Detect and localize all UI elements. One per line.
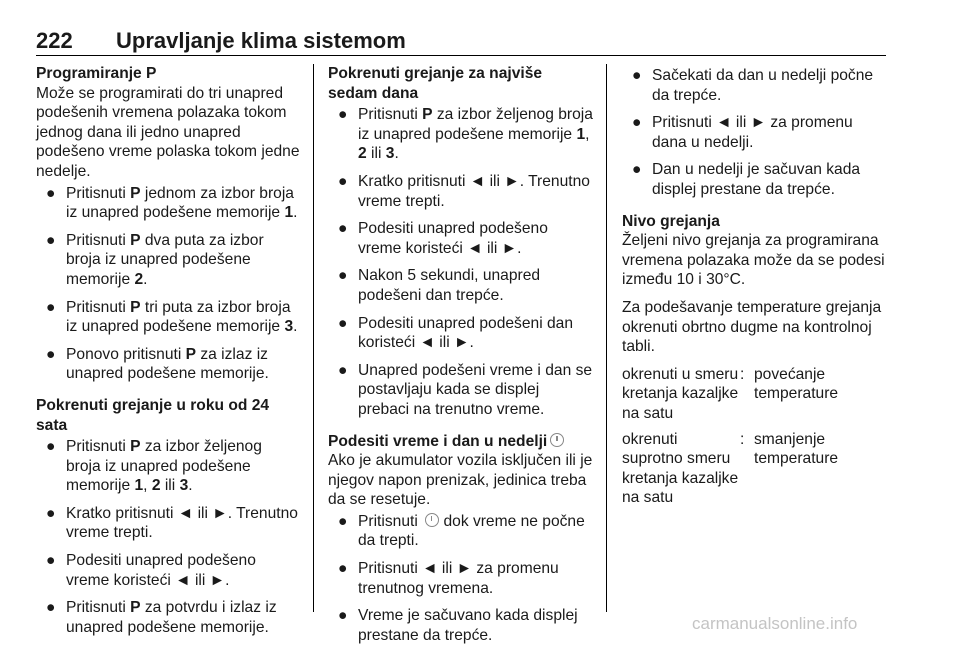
list-item: ● Sačekati da dan u nedelji počne da trepće. — [632, 67, 874, 104]
bullet-icon: ● — [338, 220, 348, 238]
clock-icon — [425, 513, 439, 527]
bullet-list-programiranje — [36, 184, 300, 384]
definition-row — [622, 365, 888, 424]
list-item: ● Ponovo pritisnuti P za izlaz iz unapred podešene memorije. — [46, 345, 269, 383]
list-item: ● Pritisnuti P za izbor željenog broja iz unapred podešene memorije 1, 2 ili 3. — [46, 438, 262, 495]
section-heading-24h: Pokrenuti grejanje u roku od 24 sata — [36, 396, 270, 434]
list-item: ● Kratko pritisnuti ◄ ili ►. Trenutno vreme trepti. — [46, 504, 298, 542]
definition-row — [622, 430, 888, 508]
reset-paragraph: Ako je akumulator vozila isključen ili je njegov napon prenizak, jedinica treba da se resetuje. — [328, 452, 593, 509]
list-item: ● Pritisnuti P dva puta za izbor broja iz unapred podešene memorije 2. — [46, 231, 264, 288]
page-number: 222 — [36, 28, 73, 53]
list-item: ● Podesiti unapred podešeno vreme koristeći ◄ ili ►. — [338, 220, 548, 257]
bullet-icon: ● — [632, 114, 642, 132]
list-item: ● Unapred podešeni vreme i dan se postavljaju kada se displej prebaci na trenutno vreme. — [338, 361, 593, 418]
section-heading-programiranje: Programiranje P — [36, 65, 157, 82]
list-item: ● Podesiti unapred podešeno vreme koristeći ◄ ili ►. — [46, 552, 256, 589]
definition-value: smanjenje temperature — [754, 430, 839, 468]
heating-level-paragraph-1: Željeni nivo grejanja za programirana vremena polazaka može da se podesi između 10 i 30°C. — [622, 232, 885, 289]
bullet-icon: ● — [338, 512, 348, 530]
list-item: ● Podesiti unapred podešeni dan koristeći ◄ ili ►. — [338, 314, 574, 352]
column-2 — [328, 64, 594, 645]
section-heading-heating-level: Nivo grejanja — [622, 212, 720, 230]
definition-value: povećanje temperature — [754, 365, 839, 403]
definition-term: okrenuti u smeru kretanja kazaljke na satu — [622, 365, 739, 422]
bullet-icon: ● — [46, 504, 56, 522]
bullet-icon: ● — [338, 267, 348, 285]
intro-paragraph: Može se programirati do tri unapred podešenih vremena polazaka tokom jednog dana ili jedno unapred podešeno vreme polaska tokom jedne nedelje. — [36, 84, 300, 180]
bullet-icon: ● — [46, 438, 56, 456]
bullet-icon: ● — [338, 172, 348, 190]
bullet-list-time — [328, 512, 594, 645]
bullet-icon: ● — [46, 345, 56, 363]
definition-colon: : — [740, 365, 745, 383]
list-item: ● Pritisnuti P za izbor željenog broja iz unapred podešene memorije 1, 2 ili 3. — [338, 106, 593, 163]
bullet-icon: ● — [338, 560, 348, 578]
clock-icon — [550, 433, 564, 447]
column-divider-2 — [606, 64, 607, 612]
list-item: ● Vreme je sačuvano kada displej prestane da trepće. — [338, 607, 578, 644]
bullet-icon: ● — [338, 607, 348, 625]
watermark: carmanualsonline.info — [692, 614, 858, 633]
page-title: Upravljanje klima sistemom — [116, 28, 406, 53]
bullet-list-24h — [36, 437, 300, 637]
bullet-icon: ● — [46, 184, 56, 202]
bullet-icon: ● — [632, 67, 642, 84]
bullet-icon: ● — [338, 106, 348, 124]
list-item: ● Nakon 5 sekundi, unapred podešeni dan trepće. — [338, 267, 541, 304]
bullet-list-7days — [328, 105, 594, 419]
bullet-icon: ● — [632, 161, 642, 179]
bullet-icon: ● — [338, 314, 348, 332]
heating-level-paragraph-2: Za podešavanje temperature grejanja okrenuti obrtno dugme na kontrolnoj tabli. — [622, 298, 882, 356]
column-1 — [36, 64, 300, 637]
bullet-icon: ● — [46, 552, 56, 570]
list-item: ● Kratko pritisnuti ◄ ili ►. Trenutno vreme trepti. — [338, 172, 590, 210]
definition-term: okrenuti suprotno smeru kretanja kazaljke na satu — [622, 430, 739, 507]
list-item: ● Pritisnuti ◄ ili ► za promenu trenutnog vremena. — [338, 560, 559, 597]
list-item: ● Pritisnuti P jednom za izbor broja iz unapred podešene memorije 1. — [46, 184, 298, 222]
list-item: ● Pritisnuti dok vreme ne počne da trepti. — [338, 512, 585, 550]
list-item: ● Dan u nedelji je sačuvan kada displej prestane da trepće. — [632, 161, 861, 198]
column-3 — [622, 64, 888, 514]
column-divider-1 — [313, 64, 314, 612]
bullet-icon: ● — [46, 599, 56, 617]
list-item: ● Pritisnuti P za potvrdu i izlaz iz unapred podešene memorije. — [46, 599, 277, 636]
page-header — [36, 26, 886, 54]
section-heading-7days: Pokrenuti grejanje za najviše sedam dana — [328, 65, 543, 102]
definition-colon: : — [740, 430, 745, 448]
section-heading-time-day: Podesiti vreme i dan u nedelji — [328, 432, 594, 452]
bullet-icon: ● — [46, 298, 56, 316]
list-item: ● Pritisnuti ◄ ili ► za promenu dana u nedelji. — [632, 114, 853, 151]
bullet-icon: ● — [46, 231, 56, 249]
bullet-list-day — [622, 66, 888, 200]
list-item: ● Pritisnuti P tri puta za izbor broja iz unapred podešene memorije 3. — [46, 298, 298, 336]
bullet-icon: ● — [338, 361, 348, 379]
rotation-definition-table — [622, 365, 888, 508]
header-rule — [36, 55, 886, 56]
